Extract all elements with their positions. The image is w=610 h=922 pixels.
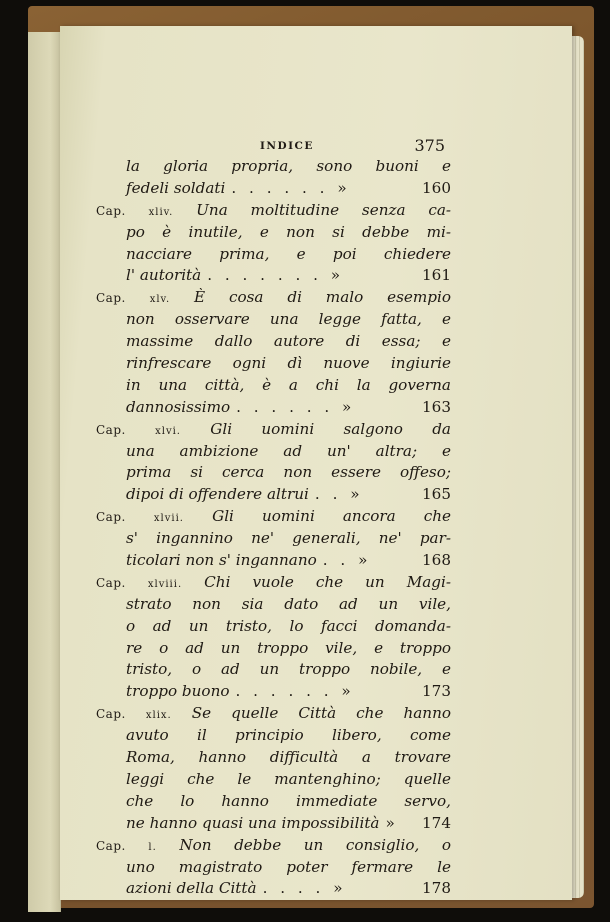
entry-line: Roma, hanno difficultà a trovare	[126, 748, 451, 767]
entry-line: rinfrescare ogni dì nuove ingiurie	[126, 354, 451, 373]
entry-line: che lo hanno immediate servo,	[126, 791, 451, 810]
entry-last-text: ticolari non s' ingannano	[126, 551, 317, 570]
entry-line: nacciare prima, e poi chiedere	[126, 244, 451, 263]
entry-last-line	[96, 681, 451, 703]
entry-last-text: troppo buono	[126, 682, 230, 701]
entry-first-text: È cosa di malo esempio	[194, 288, 451, 307]
entry-first-line	[96, 572, 451, 594]
entry-page-number: 173	[422, 682, 451, 701]
entry-first-text: Non debbe un consiglio, o	[179, 835, 451, 854]
entry-line: prima si cerca non essere offeso;	[126, 463, 451, 482]
entry-last-line	[96, 265, 451, 287]
entry-first-text: Gli uomini salgono da	[210, 419, 451, 438]
entry-page-number: 163	[422, 397, 451, 416]
leader-dots: . . . . . . »	[235, 682, 355, 701]
entry-first-line	[96, 419, 451, 441]
index-entry	[96, 506, 451, 572]
entry-line: non osservare una legge fatta, e	[126, 310, 451, 329]
entry-last-line	[96, 178, 451, 200]
index-entry	[96, 835, 451, 901]
index-entry	[96, 287, 451, 418]
entry-page-number: 160	[422, 178, 451, 197]
left-page-edge	[28, 32, 61, 912]
entry-first-line	[96, 287, 451, 309]
entry-first-text: Se quelle Città che hanno	[191, 704, 451, 723]
entry-first-line	[96, 200, 451, 222]
entry-page-number: 168	[422, 551, 451, 570]
chapter-label: Cap.	[96, 575, 126, 590]
index-entry	[96, 200, 451, 288]
chapter-numeral: xlviii.	[147, 578, 183, 590]
entry-last-line	[96, 813, 451, 835]
book-page	[60, 26, 572, 900]
index-entry	[96, 156, 451, 200]
entry-page-number: 174	[422, 813, 451, 832]
leader-dots: . . . . »	[262, 879, 347, 898]
entry-page-number: 165	[422, 485, 451, 504]
chapter-label: Cap.	[96, 291, 126, 306]
page-number: 375	[414, 136, 445, 155]
entry-last-text: l' autorità	[126, 266, 202, 285]
entry-line: tristo, o ad un troppo nobile, e	[126, 660, 451, 679]
index-entry	[96, 419, 451, 507]
leader-dots: . . »	[314, 485, 364, 504]
entry-last-text: fedeli soldati	[126, 178, 226, 197]
leader-dots: . . . . . . »	[231, 178, 351, 197]
leader-dots: »	[385, 813, 399, 832]
entry-last-text: ne hanno quasi una impossibilità	[126, 813, 380, 832]
chapter-numeral: xlvi.	[155, 425, 181, 437]
chapter-label: Cap.	[96, 510, 126, 525]
entry-last-line	[96, 484, 451, 506]
entry-line: in una città, è a chi la governa	[126, 375, 451, 394]
entry-last-text: azioni della Città	[126, 879, 257, 898]
index-entry	[96, 572, 451, 703]
index-entry	[96, 703, 451, 834]
entry-page-number: 178	[422, 879, 451, 898]
entry-line: massime dallo autore di essa; e	[126, 332, 451, 351]
running-title: INDICE	[260, 140, 314, 152]
entry-line: po è inutile, e non si debbe mi-	[126, 222, 451, 241]
entry-line: uno magistrato poter fermare le	[126, 857, 451, 876]
entry-first-line	[96, 506, 451, 528]
chapter-numeral: xliv.	[148, 206, 174, 218]
entry-first-text: Chi vuole che un Magi-	[204, 572, 451, 591]
entry-line: re o ad un troppo vile, e troppo	[126, 638, 451, 657]
entry-last-text: dipoi di offendere altrui	[126, 485, 309, 504]
entry-last-text: dannosissimo	[126, 397, 231, 416]
index-text	[96, 136, 451, 900]
entry-line: la gloria propria, sono buoni e	[126, 157, 451, 175]
chapter-label: Cap.	[96, 707, 126, 722]
chapter-label: Cap.	[96, 422, 126, 437]
leader-dots: . . . . . . »	[236, 397, 356, 416]
entry-page-number: 161	[422, 266, 451, 285]
leader-dots: . . »	[322, 551, 372, 570]
entry-first-line	[96, 703, 451, 725]
page-header	[96, 136, 451, 156]
entry-last-line	[96, 397, 451, 419]
entry-line: strato non sia dato ad un vile,	[126, 594, 451, 613]
chapter-numeral: xlvii.	[153, 513, 184, 525]
entry-line: s' ingannino ne' generali, ne' par-	[126, 529, 451, 548]
entry-line: o ad un tristo, lo facci domanda-	[126, 616, 451, 635]
chapter-numeral: l.	[148, 841, 157, 853]
entry-last-line	[96, 878, 451, 900]
leader-dots: . . . . . . . »	[207, 266, 345, 285]
entry-line: leggi che le mantenghino; quelle	[126, 769, 451, 788]
book-cover-board	[28, 6, 594, 908]
entry-first-line	[96, 835, 451, 857]
entry-line: avuto il principio libero, come	[126, 726, 451, 745]
entry-line: una ambizione ad un' altra; e	[126, 441, 451, 460]
entry-last-line	[96, 550, 451, 572]
chapter-label: Cap.	[96, 838, 126, 853]
chapter-numeral: xlix.	[145, 710, 172, 722]
chapter-numeral: xlv.	[149, 294, 171, 306]
entry-first-text: Una moltitudine senza ca-	[196, 200, 451, 219]
entry-first-text: Gli uomini ancora che	[212, 507, 451, 526]
chapter-label: Cap.	[96, 203, 126, 218]
